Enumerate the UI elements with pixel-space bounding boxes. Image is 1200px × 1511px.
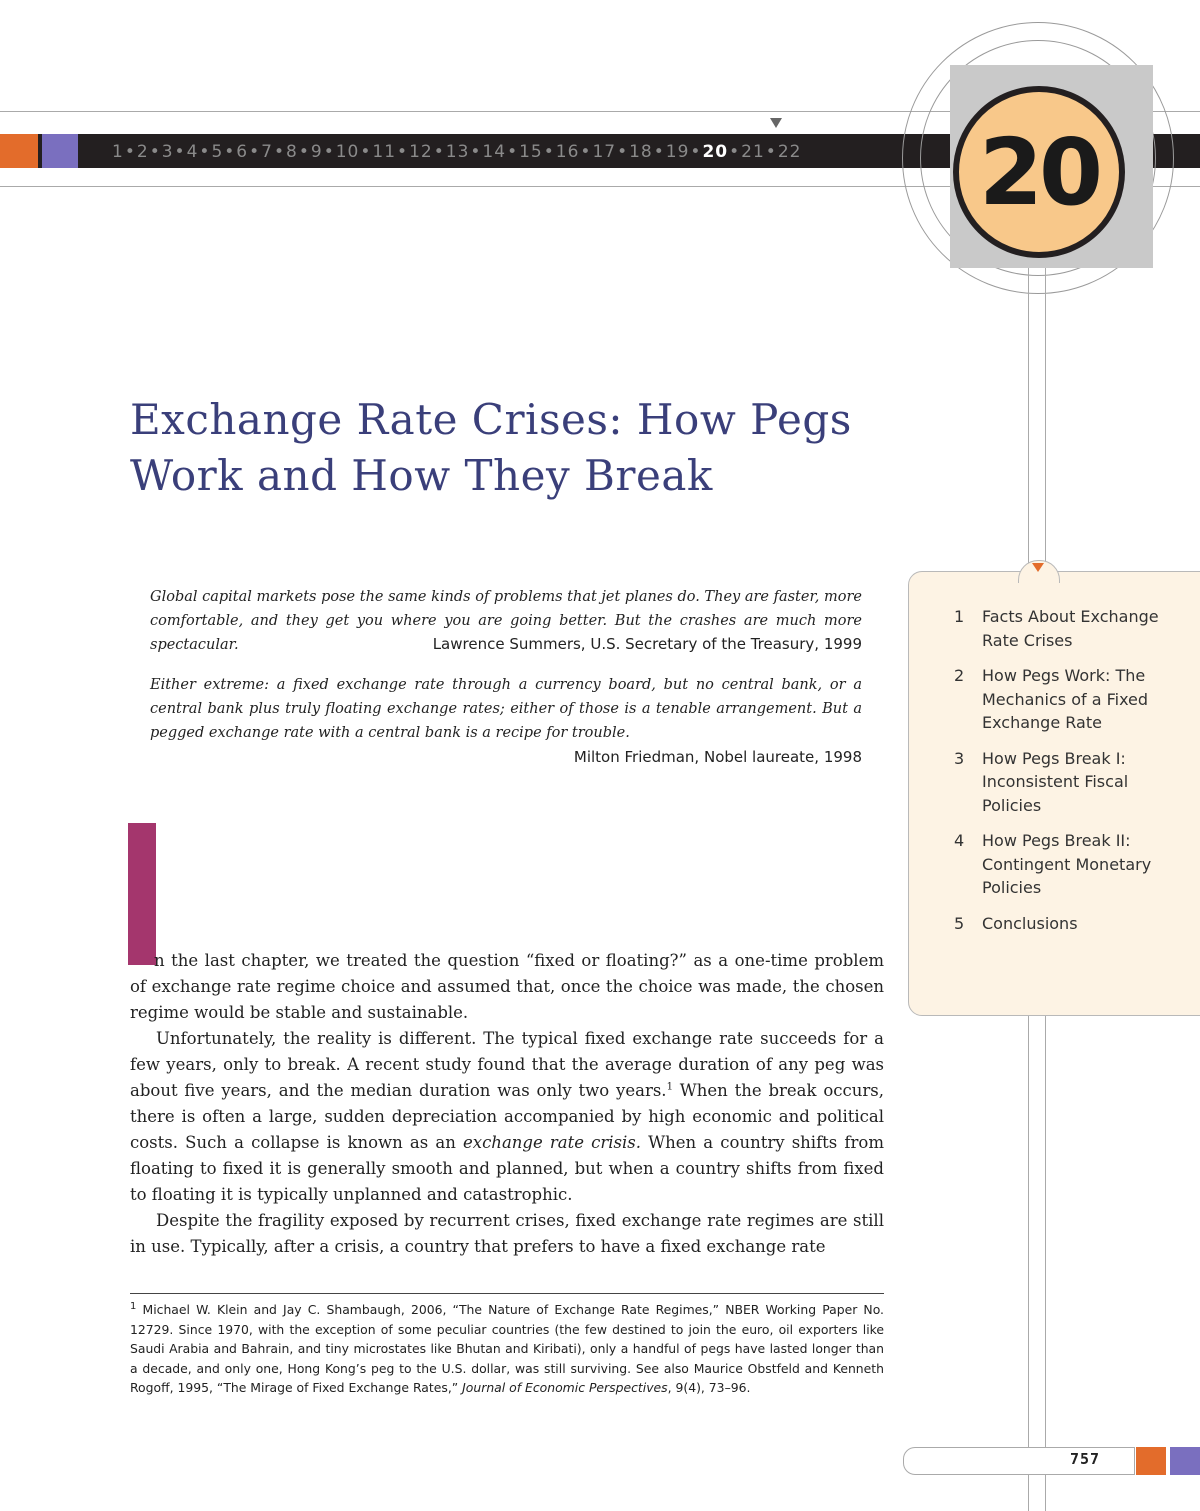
footnote-number: 1	[130, 1300, 137, 1312]
outline-item[interactable]	[948, 912, 1188, 936]
outline-item[interactable]	[948, 747, 1188, 818]
chapter-badge: 20	[953, 86, 1125, 258]
outline-item-number: 1	[954, 607, 965, 626]
outline-item-label: How Pegs Break II: Contingent Monetary Policies	[982, 831, 1152, 897]
chapter-title	[130, 392, 890, 504]
header-accent-purple	[42, 134, 78, 168]
outline-item-number: 2	[954, 666, 965, 685]
outline-item-number: 4	[954, 831, 965, 850]
chapter-nav-item-15[interactable]: 15	[519, 142, 543, 162]
term-exchange-rate-crisis: exchange rate crisis.	[463, 1133, 642, 1152]
chapter-nav-separator: •	[507, 142, 519, 162]
chapter-nav-item-14[interactable]: 14	[482, 142, 507, 162]
chapter-nav-separator: •	[653, 142, 665, 162]
chapter-nav-separator: •	[543, 142, 555, 162]
chapter-nav-item-8[interactable]: 8	[286, 142, 298, 162]
chapter-nav-item-4[interactable]: 4	[186, 142, 199, 162]
paragraph-1: n the last chapter, we treated the question “fixed or floating?” as a one-time problem of exchange rate regime choice and assumed that, once the choice was made, the chosen regime would be stable and sustainable.	[130, 951, 884, 1022]
chapter-nav-item-6[interactable]: 6	[236, 142, 249, 162]
footer-accent-orange	[1136, 1447, 1166, 1475]
chapter-nav-separator: •	[149, 142, 161, 162]
chapter-nav-separator: •	[249, 142, 261, 162]
outline-item[interactable]	[948, 829, 1188, 900]
paragraph-2-text-a: Unfortunately, the reality is different. The typical fixed exchange rate succeeds for a few years, only to break. A recent study found that the average duration of any peg was about five years, and the median duration was only two years.	[130, 1029, 884, 1100]
page-number-bar	[903, 1447, 1135, 1475]
paragraph-2-text-b: When the break occurs, there is often a large, sudden depreciation accompanied by high economic and political costs. Such a collapse is known as an	[130, 1081, 884, 1152]
chapter-nav-separator: •	[199, 142, 211, 162]
footnote-1	[130, 1300, 884, 1398]
current-chapter-marker-icon	[770, 118, 782, 128]
chapter-outline-list	[948, 605, 1188, 947]
epigraph-attribution-2: Milton Friedman, Nobel laureate, 1998	[573, 748, 862, 766]
footnote-journal: Journal of Economic Perspectives	[462, 1380, 668, 1395]
chapter-nav-item-5[interactable]: 5	[211, 142, 224, 162]
epigraph-quote-1: Global capital markets pose the same kinds of problems that jet planes do. They are faster, more comfortable, and they get you where you are going better. But the crashes are much more spectacular.	[150, 589, 863, 653]
outline-item-label: Conclusions	[982, 913, 1078, 933]
chapter-nav-separator: •	[174, 142, 186, 162]
epigraph-attribution-1: Lawrence Summers, U.S. Secretary of the Treasury, 1999	[432, 635, 862, 653]
chapter-nav-separator: •	[323, 142, 335, 162]
outline-item-label: Facts About Exchange Rate Crises	[982, 607, 1159, 650]
chapter-nav-separator: •	[124, 142, 136, 162]
chapter-nav-separator: •	[298, 142, 310, 162]
paragraph-3: Despite the fragility exposed by recurrent crises, fixed exchange rate regimes are still in use. Typically, after a crisis, a country that prefers to have a fixed exchange rate	[130, 1211, 884, 1256]
chapter-outline-arrow-icon	[1032, 563, 1044, 572]
chapter-nav-separator: •	[690, 142, 702, 162]
body-text	[130, 948, 884, 1260]
outline-item[interactable]	[948, 664, 1188, 735]
paragraph-2-text-c: When a country shifts from floating to fixed it is generally smooth and planned, but when a country shifts from fixed to floating it is typically unplanned and catastrophic.	[130, 1133, 884, 1204]
chapter-nav-item-16[interactable]: 16	[555, 142, 580, 162]
chapter-nav-separator: •	[433, 142, 445, 162]
chapter-nav-item-21[interactable]: 21	[741, 142, 765, 162]
chapter-nav-separator: •	[765, 142, 777, 162]
epigraph-quote-2: Either extreme: a fixed exchange rate through a currency board, but no central bank, or a central bank plus truly floating exchange rates; either of those is a tenable arrangement. But a pegged exchange rate with a central bank is a recipe for trouble.	[150, 677, 862, 741]
chapter-nav-item-19[interactable]: 19	[665, 142, 690, 162]
chapter-nav-item-11[interactable]: 11	[372, 142, 397, 162]
footnote-rule	[130, 1293, 884, 1294]
chapter-nav-item-3[interactable]: 3	[161, 142, 174, 162]
chapter-nav-item-17[interactable]: 17	[592, 142, 617, 162]
footer-accent-purple	[1170, 1447, 1200, 1475]
chapter-nav-item-10[interactable]: 10	[335, 142, 360, 162]
chapter-nav-separator: •	[729, 142, 741, 162]
chapter-nav[interactable]	[112, 140, 801, 164]
chapter-nav-separator: •	[360, 142, 372, 162]
chapter-nav-separator: •	[470, 142, 482, 162]
chapter-nav-item-9[interactable]: 9	[310, 142, 323, 162]
footnote-text-b: , 9(4), 73–96.	[667, 1380, 751, 1395]
chapter-nav-item-20[interactable]: 20	[702, 142, 729, 162]
chapter-title-line2: Work and How They Break	[130, 451, 713, 500]
chapter-nav-item-22[interactable]: 22	[777, 142, 802, 162]
page-number: 757	[1070, 1450, 1101, 1468]
outline-item-label: How Pegs Work: The Mechanics of a Fixed Exchange Rate	[982, 666, 1149, 732]
chapter-nav-separator: •	[224, 142, 236, 162]
outline-item[interactable]	[948, 605, 1188, 652]
outline-item-number: 5	[954, 913, 965, 933]
chapter-nav-item-18[interactable]: 18	[629, 142, 653, 162]
chapter-nav-item-1[interactable]: 1	[112, 142, 124, 162]
chapter-nav-item-7[interactable]: 7	[261, 142, 273, 162]
chapter-nav-separator: •	[617, 142, 629, 162]
paragraph-2	[130, 1026, 884, 1208]
chapter-nav-separator: •	[397, 142, 409, 162]
footnote-ref-1[interactable]: 1	[666, 1081, 673, 1093]
chapter-title-line1: Exchange Rate Crises: How Pegs	[130, 395, 852, 444]
footnote-text-a: Michael W. Klein and Jay C. Shambaugh, 2006, “The Nature of Exchange Rate Regimes,” NBER Working Paper No. 12729. Since 1970, with the exception of some peculiar countries (the few destined to join the euro, oil exporters like Saudi Arabia and Bahrain, and tiny microstates like Bhutan and Kiribati), only a handful of pegs have lasted longer than a decade, and only one, Hong Kong’s peg to the U.S. dollar, was still surviving. See also Maurice Obstfeld and Kenneth Rogoff, 1995, “The Mirage of Fixed Exchange Rates,”	[130, 1302, 884, 1395]
chapter-nav-item-12[interactable]: 12	[409, 142, 433, 162]
chapter-nav-separator: •	[273, 142, 286, 162]
chapter-nav-separator: •	[580, 142, 592, 162]
chapter-nav-item-2[interactable]: 2	[136, 142, 149, 162]
header-accent-orange	[0, 134, 38, 168]
drop-cap-i	[128, 823, 156, 965]
chapter-nav-item-13[interactable]: 13	[445, 142, 470, 162]
outline-item-label: How Pegs Break I: Inconsistent Fiscal Policies	[982, 748, 1129, 815]
outline-item-number: 3	[954, 748, 965, 768]
